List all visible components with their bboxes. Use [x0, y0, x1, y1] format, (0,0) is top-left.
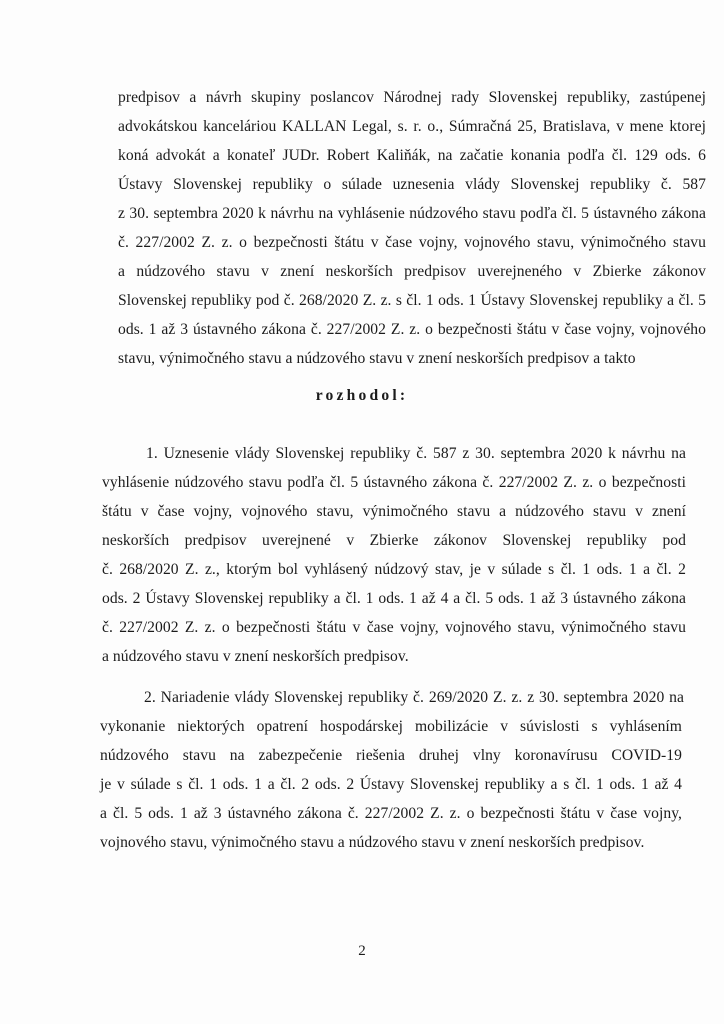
text-line: Slovenskej republiky pod č. 268/2020 Z. z. s čl. 1 ods. 1 Ústavy Slovenskej republiky a čl. 5 — [118, 292, 706, 309]
text-line: a čl. 5 ods. 1 až 3 ústavného zákona č. 227/2002 Z. z. o bezpečnosti štátu v čase vojny, — [100, 805, 682, 822]
page-number: 2 — [358, 943, 366, 959]
decision-heading: rozhodol: — [315, 387, 409, 404]
text-line: č. 268/2020 Z. z., ktorým bol vyhlásený núdzový stav, je v súlade s čl. 1 ods. 1 a čl. 2 — [102, 561, 686, 578]
text-line: č. 227/2002 Z. z. o bezpečnosti štátu v čase vojny, vojnového stavu, výnimočného stavu — [102, 619, 686, 636]
text-line: vyhlásenie núdzového stavu podľa čl. 5 ústavného zákona č. 227/2002 Z. z. o bezpečnosti — [102, 474, 686, 491]
text-line: 2. Nariadenie vlády Slovenskej republiky č. 269/2020 Z. z. z 30. septembra 2020 na — [144, 689, 684, 706]
text-line: ods. 2 Ústavy Slovenskej republiky a čl. 1 ods. 1 až 4 a čl. 5 ods. 1 až 3 ústavného zákona — [102, 590, 686, 607]
text-line: vojnového stavu, výnimočného stavu a núdzového stavu v znení neskorších predpisov. — [100, 834, 645, 851]
text-line: z 30. septembra 2020 k návrhu na vyhlásenie núdzového stavu podľa čl. 5 ústavného zákona — [118, 205, 706, 222]
text-line: neskorších predpisov uverejnené v Zbierke zákonov Slovenskej republiky pod — [102, 532, 686, 549]
text-line: Ústavy Slovenskej republiky o súlade uznesenia vlády Slovenskej republiky č. 587 — [118, 176, 706, 193]
text-line: a núdzového stavu v znení neskorších predpisov uverejneného v Zbierke zákonov — [118, 263, 706, 280]
text-line: a núdzového stavu v znení neskorších predpisov. — [102, 648, 409, 665]
text-line: ods. 1 až 3 ústavného zákona č. 227/2002 Z. z. o bezpečnosti štátu v čase vojny, vojnového — [118, 321, 706, 338]
text-line: stavu, výnimočného stavu a núdzového stavu v znení neskorších predpisov a takto — [118, 350, 636, 367]
text-line: predpisov a návrh skupiny poslancov Národnej rady Slovenskej republiky, zastúpenej — [118, 89, 706, 106]
text-line: núdzového stavu na zabezpečenie riešenia druhej vlny koronavírusu COVID-19 — [100, 747, 682, 764]
text-line: koná advokát a konateľ JUDr. Robert Kaliňák, na začatie konania podľa čl. 129 ods. 6 — [118, 147, 706, 164]
text-line: štátu v čase vojny, vojnového stavu, výnimočného stavu a núdzového stavu v znení — [102, 503, 686, 520]
text-line: č. 227/2002 Z. z. o bezpečnosti štátu v čase vojny, vojnového stavu, výnimočného stavu — [118, 234, 706, 251]
text-line: je v súlade s čl. 1 ods. 1 a čl. 2 ods. 2 Ústavy Slovenskej republiky a s čl. 1 ods. 1 až 4 — [100, 776, 682, 793]
text-line: vykonanie niektorých opatrení hospodárskej mobilizácie v súvislosti s vyhlásením — [100, 718, 682, 735]
text-line: advokátskou kanceláriou KALLAN Legal, s. r. o., Súmračná 25, Bratislava, v mene ktorej — [118, 118, 706, 135]
text-line: 1. Uznesenie vlády Slovenskej republiky č. 587 z 30. septembra 2020 k návrhu na — [146, 445, 686, 462]
